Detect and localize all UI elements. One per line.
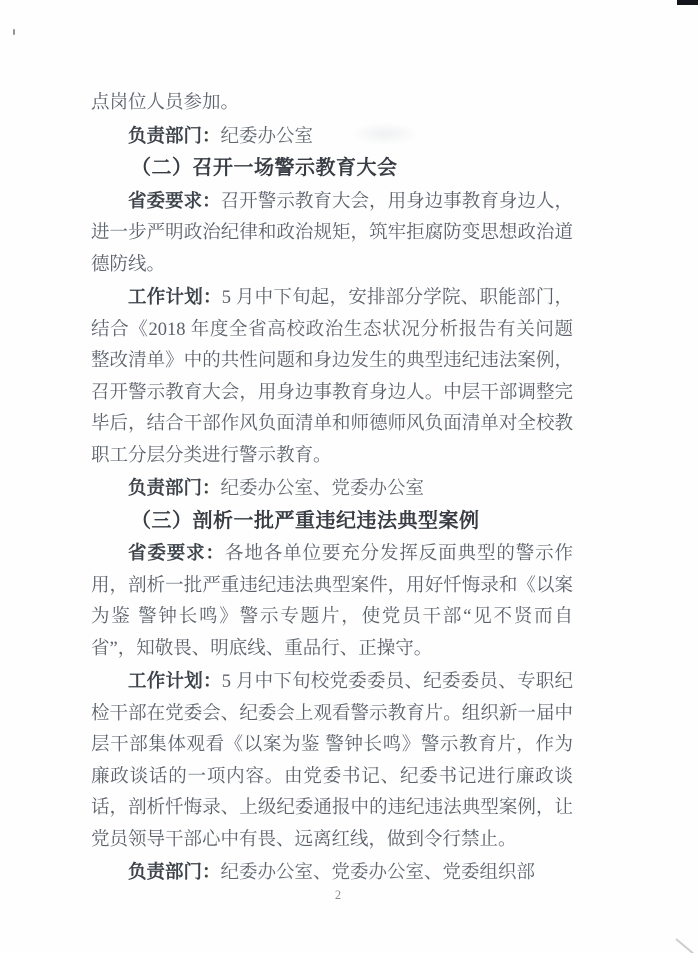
responsible-dept-line [91,120,573,154]
work-plan-label: 工作计划： [128,670,222,691]
requirement-label: 省委要求： [128,189,221,211]
dept-value: 纪委办公室、党委办公室 [220,479,425,499]
document-body [91,88,573,890]
paragraph-text: 各地各单位要充分发挥反面典型的警示作用，剖析一批严重违纪违法典型案件，用好忏悔录和《以案为鉴 警钟长鸣》警示专题片，使党员干部“见不贤而自省”，知敬畏、明底线、重品行、正操守。 [91,544,573,659]
section-heading-2: （二）召开一场警示教育大会 [131,157,398,179]
paragraph-continuation: 点岗位人员参加。 [91,93,240,113]
scan-artifact-corner-edge [675,938,698,953]
paragraph-work-plan [91,665,573,856]
responsible-dept-line [91,856,573,890]
paragraph-text: 召开警示教育大会，用身边事教育身边人，进一步严明政治纪律和政治规矩，筑牢拒腐防变思想政治道德防线。 [91,191,573,275]
dept-label: 负责部门： [128,477,221,498]
dept-value: 纪委办公室、党委办公室、党委组织部 [220,863,536,883]
paragraph-text: 5 月中下旬起，安排部分学院、职能部门，结合《2018 年度全省高校政治生态状况分析报告有关问题整改清单》中的共性问题和身边发生的典型违纪违法案例，召开警示教育大会，用身边事教育身边人。中层干部调整完毕后，结合干部作风负面清单和师德师风负面清单对全校教职工分层分类进行警示教育。 [91,288,573,466]
page-number: 2 [334,888,342,902]
paragraph-work-plan [91,281,573,472]
paragraph-province-requirement [91,185,573,282]
requirement-label: 省委要求： [128,542,225,563]
dept-label: 负责部门： [128,124,221,146]
responsible-dept-line [91,472,573,506]
paragraph-province-requirement [91,537,573,665]
paragraph-text: 5 月中下旬校党委委员、纪委委员、专职纪检干部在党委会、纪委会上观看警示教育片。组织新一届中层干部集体观看《以案为鉴 警钟长鸣》警示教育片，作为廉政谈话的一项内容。由党委书记、纪委书记进行廉政谈话，剖析忏悔录、上级纪委通报中的违纪违法典型案例，让党员领导干部心中有畏、远离红线，做到令行禁止。 [91,672,573,850]
work-plan-label: 工作计划： [128,286,222,307]
scan-artifact-top-right-bar [677,0,698,5]
scan-artifact-speck [13,29,15,35]
dept-value: 纪委办公室 [220,126,314,147]
section-heading-3: （三）剖析一批严重违纪违法典型案例 [131,509,480,532]
dept-label: 负责部门： [128,861,221,882]
